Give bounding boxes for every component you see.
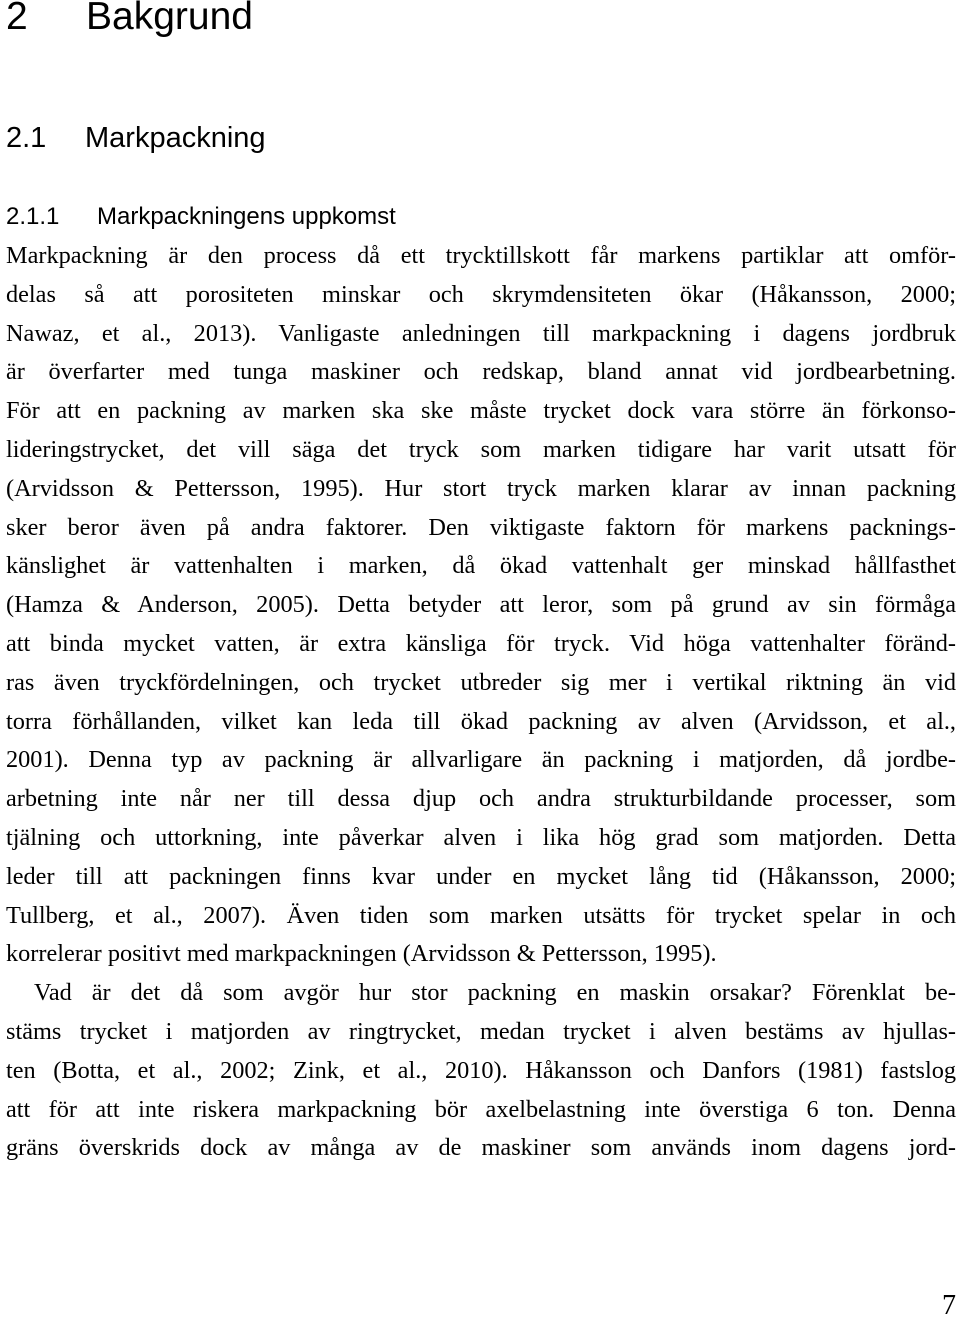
text-line: stäms trycket i matjorden av ringtrycket, medan trycket i alven bestäms av hjullas- <box>6 1017 956 1045</box>
paragraph-2 <box>6 974 956 1168</box>
subsection-heading <box>6 201 396 233</box>
chapter-title: Bakgrund <box>86 0 253 38</box>
subsection-number: 2.1.1 <box>6 203 60 230</box>
text-line: delas så att porositeten minskar och skrymdensiteten ökar (Håkansson, 2000; <box>6 280 956 308</box>
text-line: lideringstrycket, det vill säga det tryck som marken tidigare har varit utsatt för <box>6 435 956 463</box>
text-line: korrelerar positivt med markpackningen (Arvidsson & Pettersson, 1995). <box>6 940 717 968</box>
text-line: arbetning inte når ner till dessa djup och andra strukturbildande processer, som <box>6 785 956 813</box>
text-line: är överfarter med tunga maskiner och redskap, bland annat vid jordbearbetning. <box>6 358 956 386</box>
chapter-heading <box>6 0 253 42</box>
section-number: 2.1 <box>6 122 47 154</box>
text-line: (Hamza & Anderson, 2005). Detta betyder att leror, som på grund av sin förmåga <box>6 591 956 619</box>
text-line: Markpackning är den process då ett trycktillskott får markens partiklar att omför- <box>6 242 956 269</box>
text-line: att för att inte riskera markpackning bör axelbelastning inte överstiga 6 ton. Denna <box>6 1095 956 1123</box>
text-line: Nawaz, et al., 2013). Vanligaste anledningen till markpackning i dagens jordbruk <box>6 319 956 347</box>
text-line: leder till att packningen finns kvar under en mycket lång tid (Håkansson, 2000; <box>6 862 956 890</box>
text-line: För att en packning av marken ska ske måste trycket dock vara större än förkonso- <box>6 397 956 425</box>
section-title: Markpackning <box>85 122 266 154</box>
subsection-title: Markpackningens uppkomst <box>97 203 396 230</box>
text-line: Vad är det då som avgör hur stor packning en maskin orsakar? Förenklat be- <box>34 979 956 1007</box>
chapter-number: 2 <box>6 0 28 38</box>
text-line: Tullberg, et al., 2007). Även tiden som marken utsätts för trycket spelar in och <box>6 901 956 929</box>
text-line: tjälning och uttorkning, inte påverkar alven i lika hög grad som matjorden. Detta <box>6 823 956 851</box>
section-heading <box>6 118 266 158</box>
text-line: 2001). Denna typ av packning är allvarligare än packning i matjorden, då jordbe- <box>6 746 956 774</box>
text-line: känslighet är vattenhalten i marken, då ökad vattenhalt ger minskad hållfasthet <box>6 552 956 580</box>
page-number: 7 <box>942 1290 956 1321</box>
text-line: torra förhållanden, vilket kan leda till ökad packning av alven (Arvidsson, et al., <box>6 707 956 735</box>
paragraph-1 <box>6 237 956 974</box>
text-line: ras även tryckfördelningen, och trycket utbreder sig mer i vertikal riktning än vid <box>6 668 956 696</box>
text-line: (Arvidsson & Pettersson, 1995). Hur stort tryck marken klarar av innan packning <box>6 474 956 502</box>
text-line: att binda mycket vatten, är extra känsliga för tryck. Vid höga vattenhalter föränd- <box>6 629 956 657</box>
body-text <box>6 237 956 1168</box>
text-line: gräns överskrids dock av många av de maskiner som används inom dagens jord- <box>6 1134 956 1162</box>
text-line: sker beror även på andra faktorer. Den viktigaste faktorn för markens packnings- <box>6 513 956 541</box>
text-line: ten (Botta, et al., 2002; Zink, et al., 2010). Håkansson och Danfors (1981) fastslog <box>6 1056 956 1084</box>
